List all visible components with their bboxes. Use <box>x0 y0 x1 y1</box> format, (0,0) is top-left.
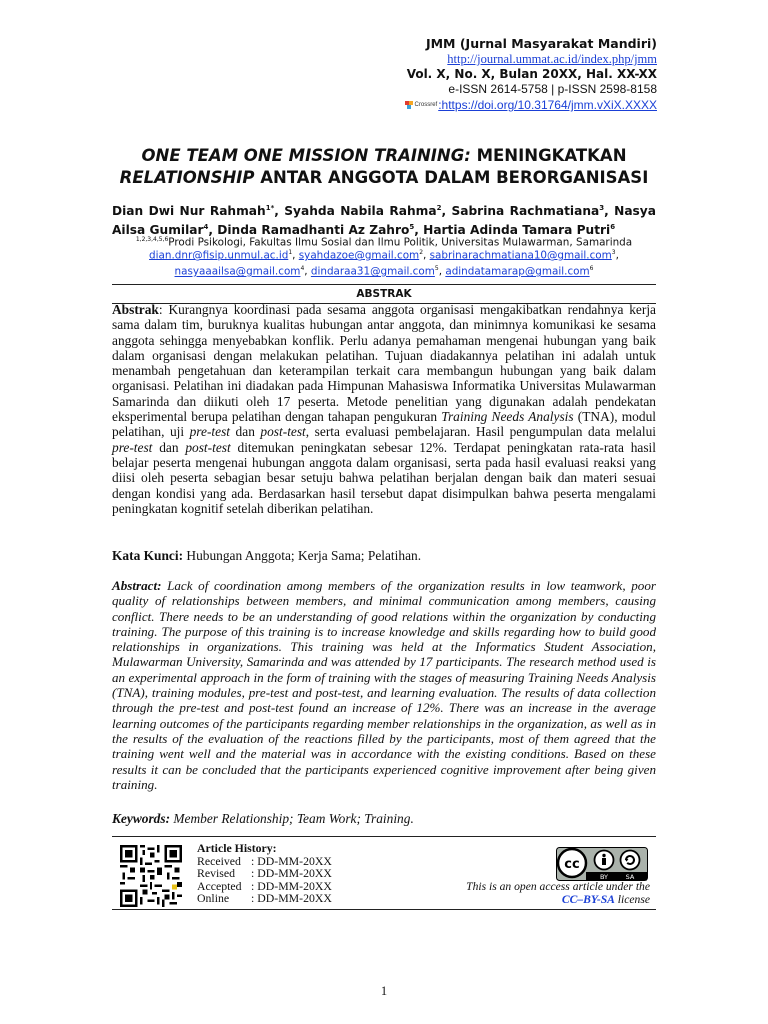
history-value: : DD-MM-20XX <box>251 891 332 905</box>
abstrak-text: ditemukan peningkatan sebesar 12%. Terdapat peningkatan rata-rata hasil belajar peserta mengenai hubungan anggota dalam organisasi, serta pada hasil evaluasi reaksi yang diisi oleh peserta sebagian besar setuju bahwa pelatihan berjalan dengan baik dan materi sesuai dengan kondisi yang ada. Berdasarkan hasil tersebut dapat disimpulkan bahwa peserta mengalami peningkatan kognitif setelah diberikan pelatihan. <box>112 439 656 516</box>
page-number: 1 <box>380 984 388 998</box>
abstrak-italic: post-test <box>185 439 231 455</box>
article-history-box <box>112 836 656 910</box>
crossref-logo <box>405 97 438 113</box>
kata-kunci-text: Hubungan Anggota; Kerja Sama; Pelatihan. <box>183 548 422 563</box>
history-key: Revised <box>197 866 236 880</box>
license-tail: license <box>614 892 650 906</box>
abstrak-italic: pre-test <box>189 424 231 440</box>
email-link[interactable]: syahdazoe@gmail.com <box>298 249 420 262</box>
abstrak-text: , serta evaluasi pembelajaran. Hasil pengumpulan data melalui <box>305 424 657 440</box>
title-part-1: MENINGKATKAN <box>470 146 627 165</box>
abstract-en-text: Lack of coordination among members of the organization results in low teamwork, poor quality of relationships between members, and minimal communication among members, causing conflict. There needs to be an understanding of good relations within the organization by conducting training. The purpose of this training is to increase knowledge and skills regarding how to build good relationships in organizations. This training was held at the Informatics Student Association, Mulawarman University, Samarinda and was attended by 17 participants. The research method used is an experimental approach in the form of training with the stages of measuring Training Needs Analysis (TNA), training modules, pre-test and post-test, and learning evaluation. The results of data collection through the pre-test and post-test found an increase of 12%. There was an increase in the average learning outcomes of the participants regarding member relationships in the organization, as well as in the results of the evaluation of the reactions filled by the participants, most of them agreed that the training went well and the material was in accordance with the existing conditions. Based on these results it can be concluded that the participants experienced cognitive improvement after being given training. <box>112 578 656 792</box>
license-link[interactable]: CC–BY-SA <box>561 892 615 906</box>
cc-by-sa-badge-icon[interactable] <box>556 847 648 881</box>
author-name: Dian Dwi Nur Rahmah <box>112 204 266 219</box>
paper-title <box>112 145 656 189</box>
article-history-title: Article History: <box>197 841 277 855</box>
abstrak-label: Abstrak <box>112 302 159 317</box>
crossref-label: Crossref <box>414 102 438 108</box>
email-link[interactable]: dian.dnr@fisip.unmul.ac.id <box>149 249 289 262</box>
qr-code-icon[interactable] <box>120 845 182 907</box>
affiliation-text: Prodi Psikologi, Fakultas Ilmu Sosial dan Ilmu Politik, Universitas Mulawarman, Samarinda <box>168 236 633 249</box>
history-key: Received <box>197 853 241 868</box>
abstrak-text: dan <box>152 439 186 455</box>
email-sup: 4 <box>300 265 305 273</box>
email-sup: 6 <box>589 265 594 273</box>
svg-text:cc: cc <box>564 857 580 872</box>
email-link[interactable]: nasyaaailsa@gmail.com <box>174 265 301 278</box>
author-sup: 4 <box>203 223 209 232</box>
abstract-en-label: Abstract: <box>112 578 162 593</box>
author-sup: 1* <box>265 204 275 212</box>
journal-url-link[interactable]: http://journal.ummat.ac.id/index.php/jmm <box>447 52 657 66</box>
author-name: , Dinda Ramadhanti Az Zahro <box>208 223 410 238</box>
email-link[interactable]: adindatamarap@gmail.com <box>445 265 590 278</box>
author-sup: 3 <box>599 204 605 212</box>
email-sup: 3 <box>611 249 616 256</box>
email-sup: 1 <box>288 249 293 256</box>
badge-sa-label: SA <box>625 873 635 881</box>
history-value: : DD-MM-20XX <box>251 866 332 880</box>
history-key: Accepted <box>197 878 242 893</box>
crossref-icon <box>405 101 414 109</box>
issn-info: e-ISSN 2614-5758 | p-ISSN 2598-8158 <box>448 82 657 96</box>
author-sup: 6 <box>610 223 616 232</box>
journal-header <box>405 36 657 113</box>
history-value: : DD-MM-20XX <box>251 853 332 868</box>
history-key: Online <box>197 891 230 905</box>
abstract-heading: ABSTRAK <box>112 284 656 304</box>
volume-info: Vol. X, No. X, Bulan 20XX, Hal. XX-XX <box>406 67 657 81</box>
affiliation-sup: 1,2,3,4,5,6 <box>135 236 169 243</box>
kata-kunci-label: Kata Kunci: <box>112 548 184 563</box>
email-list: $dian.dnr@fisip.unmul.ac.id^1$, syahdazoe@gmail.com$^2$, sabrinarachmatiana10@gmail.com$^3$, nasyaaailsa@gmail.com$^4$, dindaraa31@gmail.com$^5$, adindatamarap@gmail.com$^6$ <box>149 249 619 278</box>
keywords-text: Member Relationship; Team Work; Training. <box>170 811 414 826</box>
abstrak-text: (TNA), modul pelatihan, uji <box>112 409 656 440</box>
journal-name: JMM (Jurnal Masyarakat Mandiri) <box>425 36 657 51</box>
license-line: This is an open access article under the <box>466 880 650 893</box>
email-link[interactable]: sabrinarachmatiana10@gmail.com <box>429 249 612 262</box>
email-sup: 2 <box>419 249 424 256</box>
history-row <box>197 867 332 880</box>
author-name: , Hartia Adinda Tamara Putri <box>414 223 611 238</box>
abstrak-italic: post-test <box>260 424 306 440</box>
article-history <box>197 842 332 905</box>
history-row <box>197 892 332 905</box>
keywords <box>112 811 656 827</box>
license-note <box>466 881 650 906</box>
kata-kunci <box>112 548 656 564</box>
doi-link[interactable]: :https://doi.org/10.31764/jmm.vXiX.XXXX <box>438 98 657 112</box>
title-italic-part-1: ONE TEAM ONE MISSION TRAINING: <box>141 146 471 165</box>
doi-row <box>405 97 657 113</box>
abstrak-italic: pre-test <box>112 439 153 455</box>
author-name: , Syahda Nabila Rahma <box>274 204 437 219</box>
abstrak-text: dan <box>230 424 261 440</box>
email-sup: 5 <box>434 265 439 273</box>
abstrak-paragraph <box>112 302 656 516</box>
author-sup: 5 <box>409 223 415 232</box>
abstrak-italic: Training Needs Analysis <box>441 409 574 425</box>
history-value: : DD-MM-20XX <box>251 878 332 893</box>
author-sup: 2 <box>436 204 442 212</box>
title-part-2: ANTAR ANGGOTA DALAM BERORGANISASI <box>254 168 649 187</box>
email-link[interactable]: dindaraa31@gmail.com <box>310 265 435 278</box>
abstrak-text: : Kurangnya koordinasi pada sesama anggota organisasi mengakibatkan rendahnya kerja sama dalam tim, buruknya kualitas hubungan antar anggota, dan minimnya komunikasi ke sesama anggota sehingga menyebabkan konflik. Perlu adanya pemahaman mengenai hubungan yang baik dalam organisasi dengan melakukan pelatihan. Tujuan diadakannya pelatihan ini adalah untuk menambah pengetahuan dan keterampilan terkait cara membangun hubungan yang baik dalam organisasi. Pelatihan ini diadakan pada Himpunan Mahasiswa Informatika Universitas Mulawarman Samarinda dan diikuti oleh 17 peserta. Metode penelitian yang digunakan adalah pendekatan eksperimental berupa pelatihan dengan tahapan pengukuran <box>112 302 656 425</box>
badge-by-label: BY <box>599 873 609 881</box>
author-name: , Sabrina Rachmatiana <box>441 204 600 219</box>
abstract-english <box>112 578 656 792</box>
author-name: , Nasya Ailsa Gumilar <box>112 204 656 238</box>
keywords-label: Keywords: <box>112 811 171 826</box>
title-italic-part-2: RELATIONSHIP <box>119 168 255 187</box>
